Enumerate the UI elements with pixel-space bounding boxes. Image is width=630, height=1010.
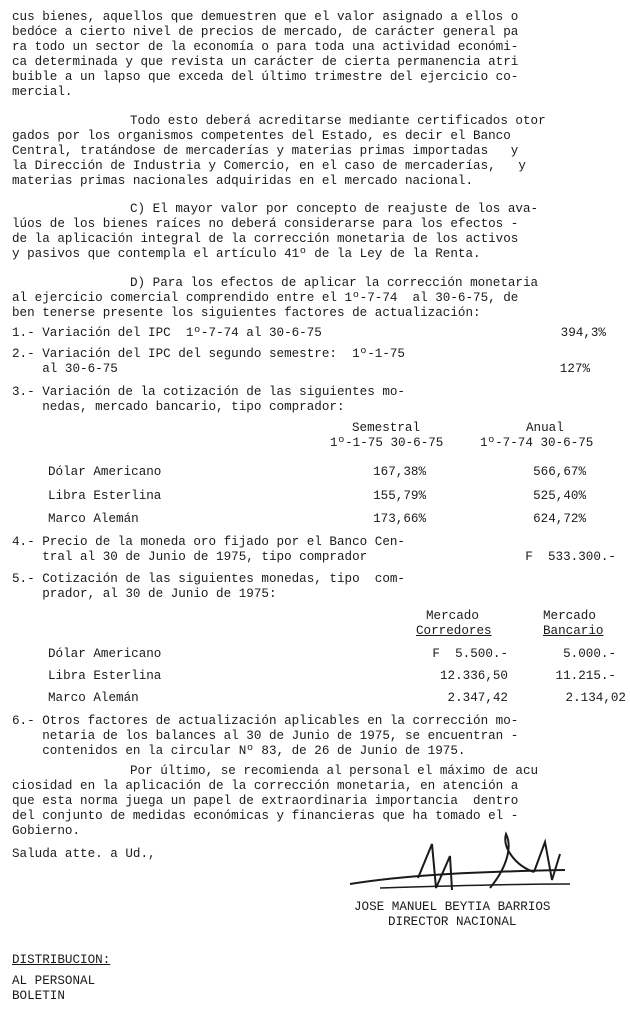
row-value: 5.000.- [563,647,616,661]
row-label: Dólar Americano [48,465,162,479]
item-text: 2.- Variación del IPC del segundo semestre: 1º-1-75 [12,347,405,361]
text-line: ciosidad en la aplicación de la corrección monetaria, en atención a [12,779,519,793]
text-line: buible a un lapso que exceda del último trimestre del ejercicio co- [12,70,519,84]
text-line: mercial. [12,85,73,99]
item-text: contenidos en la circular Nº 83, de 26 de Junio de 1975. [12,744,466,758]
text-line: lúos de los bienes raíces no deberá considerarse para los efectos - [12,217,519,231]
row-value: 566,67% [533,465,586,479]
row-label: Libra Esterlina [48,489,162,503]
salutation: Saluda atte. a Ud., [12,847,156,861]
item-text: al 30-6-75 [12,362,118,376]
column-header: Mercado [426,609,479,623]
column-header: Corredores [416,624,492,638]
distribution-item: AL PERSONAL [12,974,96,988]
column-header: Anual [526,421,564,435]
text-line: Gobierno. [12,824,81,838]
item-text: 4.- Precio de la moneda oro fijado por el Banco Cen- [12,535,405,549]
text-line: de la aplicación integral de la corrección monetaria de los activos [12,232,519,246]
text-line: materias primas nacionales adquiridas en el mercado nacional. [12,174,474,188]
row-label: Marco Alemán [48,691,139,705]
row-value: 155,79% [373,489,426,503]
text-line: Por último, se recomienda al personal el máximo de acu [130,764,539,778]
text-line: C) El mayor valor por concepto de reajuste de los ava- [130,202,539,216]
text-line: bedóce a cierto nivel de precios de mercado, de carácter general pa [12,25,519,39]
text-line: y pasivos que contempla el artículo 41º de la Ley de la Renta. [12,247,481,261]
text-line: del conjunto de medidas económicas y financieras que ha tomado el - [12,809,519,823]
text-line: D) Para los efectos de aplicar la corrección monetaria [130,276,539,290]
row-value: 2.134,02 [565,691,626,705]
row-label: Marco Alemán [48,512,139,526]
row-label: Libra Esterlina [48,669,162,683]
text-line: al ejercicio comercial comprendido entre el 1º-7-74 al 30-6-75, de [12,291,519,305]
row-value: 525,40% [533,489,586,503]
item-text: netaria de los balances al 30 de Junio de 1975, se encuentran - [12,729,519,743]
row-value: 167,38% [373,465,426,479]
signer-title: DIRECTOR NACIONAL [388,915,517,929]
item-text: 6.- Otros factores de actualización aplicables en la corrección mo- [12,714,519,728]
text-line: ra todo un sector de la economía o para toda una actividad económi- [12,40,519,54]
text-line: cus bienes, aquellos que demuestren que el valor asignado a ellos o [12,10,519,24]
text-line: la Dirección de Industria y Comercio, en el caso de mercaderías, y [12,159,526,173]
row-value: 11.215.- [555,669,616,683]
column-header: Bancario [543,624,604,638]
item-text: 5.- Cotización de las siguientes monedas, tipo com- [12,572,405,586]
item-text: 1.- Variación del IPC 1º-7-74 al 30-6-75 [12,326,322,340]
column-header: 1º-1-75 30-6-75 [330,436,444,450]
item-text: 3.- Variación de la cotización de las siguientes mo- [12,385,405,399]
text-line: que esta norma juega un papel de extraordinaria importancia dentro [12,794,519,808]
item-value: 127% [559,362,590,376]
item-value: 394,3% [560,326,606,340]
distribution-item: BOLETIN [12,989,65,1003]
text-line: ca determinada y que revista un carácter de cierta permanencia atri [12,55,519,69]
row-value: 12.336,50 [439,669,508,683]
row-value: F 5.500.- [432,647,508,661]
column-header: Mercado [543,609,596,623]
item-text: nedas, mercado bancario, tipo comprador: [12,400,345,414]
row-label: Dólar Americano [48,647,162,661]
item-text: prador, al 30 de Junio de 1975: [12,587,277,601]
distribution-heading: DISTRIBUCION: [12,953,111,967]
column-header: Semestral [352,421,421,435]
text-line: gados por los organismos competentes del Estado, es decir el Banco [12,129,511,143]
text-line: Central, tratándose de mercaderías y materias primas importadas y [12,144,519,158]
row-value: 173,66% [373,512,426,526]
signer-name: JOSE MANUEL BEYTIA BARRIOS [354,900,551,914]
item-text: tral al 30 de Junio de 1975, tipo comprador [12,550,368,564]
row-value: 624,72% [533,512,586,526]
item-value: F 533.300.- [525,550,616,564]
signature-scribble-icon [340,826,580,906]
row-value: 2.347,42 [447,691,508,705]
column-header: 1º-7-74 30-6-75 [480,436,594,450]
text-line: Todo esto deberá acreditarse mediante certificados otor [130,114,546,128]
text-line: ben tenerse presente los siguientes factores de actualización: [12,306,481,320]
